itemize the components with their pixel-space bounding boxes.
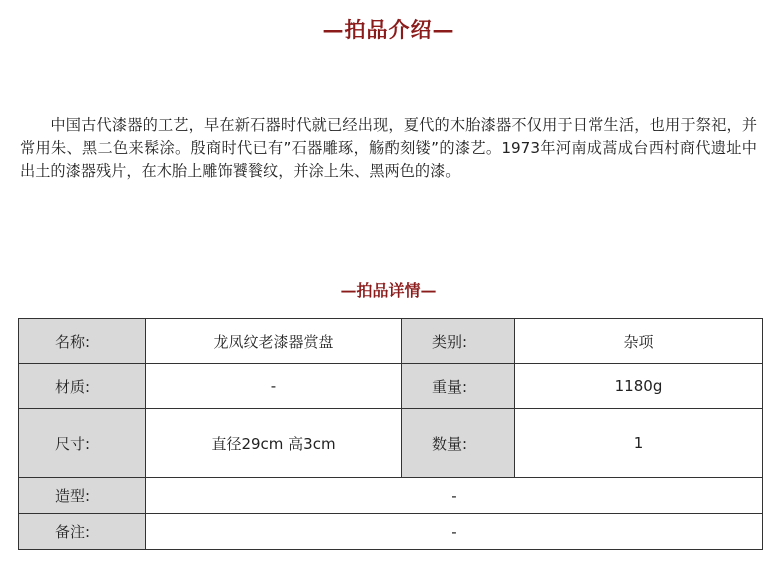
details-table xyxy=(18,318,763,550)
details-section-title: —拍品详情— xyxy=(340,281,437,300)
name-label: 名称: xyxy=(19,319,146,364)
size-value: 直径29cm 高3cm xyxy=(146,409,402,478)
size-label: 尺寸: xyxy=(19,409,146,478)
quantity-label: 数量: xyxy=(402,409,515,478)
table-row xyxy=(19,514,763,550)
material-label: 材质: xyxy=(19,364,146,409)
intro-section-title: —拍品介绍— xyxy=(322,17,455,42)
note-value: - xyxy=(146,514,763,550)
table-row xyxy=(19,409,763,478)
table-row xyxy=(19,478,763,514)
weight-value: 1180g xyxy=(515,364,763,409)
category-value: 杂项 xyxy=(515,319,763,364)
intro-paragraph: 中国古代漆器的工艺，早在新石器时代就已经出现，夏代的木胎漆器不仅用于日常生活，也用于祭祀，并常用朱、黑二色来髹涂。殷商时代已有”石器雕琢，觞酌刻镂”的漆艺。1973年河南成蒿成台西村商代遗址中出土的漆器残片，在木胎上雕饰饕餮纹，并涂上朱、黑两色的漆。 xyxy=(20,116,757,180)
note-label: 备注: xyxy=(19,514,146,550)
shape-label: 造型: xyxy=(19,478,146,514)
category-label: 类别: xyxy=(402,319,515,364)
shape-value: - xyxy=(146,478,763,514)
table-row xyxy=(19,319,763,364)
weight-label: 重量: xyxy=(402,364,515,409)
name-value: 龙凤纹老漆器赏盘 xyxy=(146,319,402,364)
quantity-value: 1 xyxy=(515,409,763,478)
material-value: - xyxy=(146,364,402,409)
table-row xyxy=(19,364,763,409)
